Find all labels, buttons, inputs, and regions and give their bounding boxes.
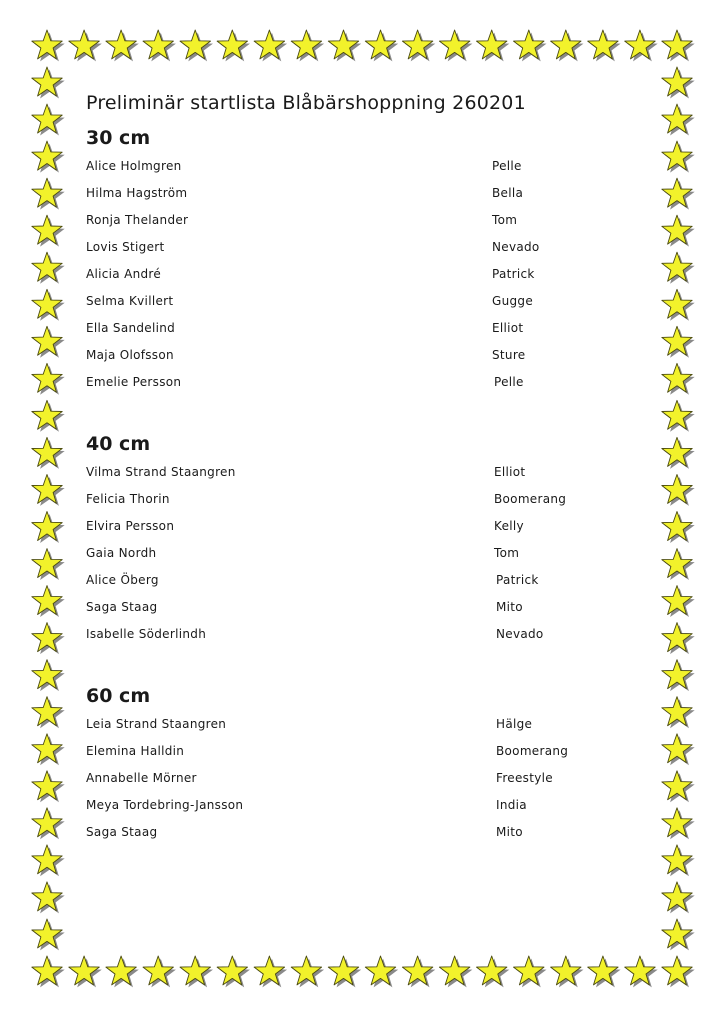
rider-name: Ronja Thelander (86, 213, 189, 227)
star-icon (180, 956, 213, 987)
star-icon (254, 30, 287, 61)
star-icon (662, 289, 695, 320)
rider-name: Hilma Hagström (86, 186, 188, 200)
star-icon (32, 363, 65, 394)
star-icon (662, 623, 695, 655)
star-icon (32, 956, 65, 987)
star-icon (439, 956, 472, 987)
star-icon (32, 178, 65, 209)
list-item (86, 819, 646, 846)
list-item (86, 792, 646, 819)
star-icon (662, 882, 695, 914)
star-icon (662, 956, 695, 987)
star-icon (477, 30, 510, 61)
star-icon (662, 512, 695, 544)
rider-name: Isabelle Söderlindh (86, 627, 207, 641)
list-item (86, 315, 646, 342)
star-icon (32, 104, 65, 135)
horse-name: Boomerang (496, 744, 569, 758)
horse-name: Mito (496, 600, 523, 614)
star-icon (588, 30, 621, 61)
list-item (86, 513, 646, 540)
horse-name: Pelle (492, 159, 522, 173)
rider-name: Meya Tordebring-Jansson (86, 798, 244, 812)
star-icon (32, 771, 65, 802)
star-icon (439, 30, 472, 61)
horse-name: Freestyle (496, 771, 553, 785)
star-icon (32, 215, 65, 246)
star-icon (32, 623, 65, 655)
star-icon (551, 956, 584, 987)
star-icon (32, 326, 65, 358)
star-icon (143, 30, 176, 61)
horse-name: Nevado (496, 627, 544, 641)
list-item (86, 342, 646, 369)
rider-name: Lovis Stigert (86, 240, 165, 254)
section-60cm (86, 681, 646, 846)
star-icon (365, 30, 398, 61)
list-item (86, 180, 646, 207)
star-icon (106, 956, 139, 987)
star-icon (32, 734, 65, 765)
star-icon (32, 252, 65, 284)
star-icon (662, 475, 695, 506)
page-title: Preliminär startlista Blåbärshoppning 260201 (86, 92, 526, 114)
star-icon (32, 512, 65, 544)
rider-name: Selma Kvillert (86, 294, 174, 308)
horse-name: Bella (492, 186, 524, 200)
list-item (86, 486, 646, 513)
rider-name: Alicia André (86, 267, 162, 281)
star-icon (662, 660, 695, 691)
horse-name: Elliot (492, 321, 524, 335)
star-icon (514, 956, 547, 987)
star-icon (217, 30, 250, 61)
section-heading: 40 cm (86, 433, 151, 455)
star-icon (402, 30, 435, 61)
rider-name: Felicia Thorin (86, 492, 170, 506)
star-icon (32, 475, 65, 506)
section-heading: 60 cm (86, 685, 151, 707)
star-icon (662, 697, 695, 729)
star-icon (254, 956, 287, 987)
star-icon (217, 956, 250, 987)
star-icon (32, 808, 65, 840)
list-item (86, 234, 646, 261)
horse-name: Mito (496, 825, 523, 839)
section-heading: 30 cm (86, 127, 151, 149)
horse-name: Tom (492, 213, 518, 227)
horse-name: Sture (492, 348, 526, 362)
star-icon (106, 30, 139, 61)
star-icon (365, 956, 398, 987)
star-icon (32, 437, 65, 469)
star-icon (588, 956, 621, 987)
list-item (86, 621, 646, 648)
star-icon (143, 956, 176, 987)
horse-name: Kelly (494, 519, 524, 533)
star-icon (32, 289, 65, 320)
star-icon (32, 882, 65, 914)
rider-name: Vilma Strand Staangren (86, 465, 236, 479)
star-icon (662, 30, 695, 61)
horse-name: India (496, 798, 527, 812)
star-icon (32, 697, 65, 729)
rider-name: Alice Öberg (86, 573, 159, 587)
rider-name: Elvira Persson (86, 519, 175, 533)
star-icon (625, 956, 658, 987)
rider-name: Ella Sandelind (86, 321, 176, 335)
horse-name: Patrick (496, 573, 539, 587)
section-30cm (86, 123, 646, 396)
star-icon (662, 326, 695, 358)
horse-name: Elliot (494, 465, 526, 479)
list-item (86, 459, 646, 486)
rider-name: Gaia Nordh (86, 546, 157, 560)
star-icon (477, 956, 510, 987)
star-icon (180, 30, 213, 61)
rider-name: Elemina Halldin (86, 744, 185, 758)
rider-name: Alice Holmgren (86, 159, 182, 173)
horse-name: Tom (494, 546, 520, 560)
star-icon (328, 956, 361, 987)
star-icon (662, 586, 695, 617)
list-item (86, 738, 646, 765)
star-icon (662, 845, 695, 876)
horse-name: Nevado (492, 240, 540, 254)
star-icon (662, 141, 695, 173)
star-icon (32, 660, 65, 691)
horse-name: Hälge (496, 717, 533, 731)
rider-name: Saga Staag (86, 600, 158, 614)
rider-name: Saga Staag (86, 825, 158, 839)
star-icon (662, 919, 695, 950)
rider-name: Leia Strand Staangren (86, 717, 227, 731)
star-icon (69, 956, 102, 987)
horse-name: Gugge (492, 294, 534, 308)
star-icon (514, 30, 547, 61)
list-item (86, 153, 646, 180)
star-icon (32, 30, 65, 61)
list-item (86, 540, 646, 567)
list-item (86, 594, 646, 621)
horse-name: Patrick (492, 267, 535, 281)
star-icon (662, 363, 695, 394)
startlist-page (86, 88, 646, 846)
star-icon (662, 104, 695, 135)
horse-name: Boomerang (494, 492, 567, 506)
star-icon (662, 215, 695, 246)
list-item (86, 369, 646, 396)
list-item (86, 288, 646, 315)
star-icon (662, 252, 695, 284)
star-icon (662, 734, 695, 765)
star-icon (662, 178, 695, 209)
star-icon (662, 67, 695, 99)
star-icon (32, 845, 65, 876)
rider-name: Annabelle Mörner (86, 771, 197, 785)
star-icon (625, 30, 658, 61)
star-icon (402, 956, 435, 987)
star-icon (69, 30, 102, 61)
rider-name: Emelie Persson (86, 375, 182, 389)
star-icon (291, 30, 324, 61)
star-icon (291, 956, 324, 987)
star-icon (662, 437, 695, 469)
star-icon (551, 30, 584, 61)
list-item (86, 261, 646, 288)
star-icon (32, 549, 65, 580)
star-icon (32, 400, 65, 431)
star-icon (32, 141, 65, 173)
section-40cm (86, 429, 646, 648)
star-icon (328, 30, 361, 61)
list-item (86, 567, 646, 594)
star-icon (662, 771, 695, 802)
star-icon (32, 586, 65, 617)
horse-name: Pelle (494, 375, 524, 389)
list-item (86, 207, 646, 234)
star-icon (32, 919, 65, 950)
star-icon (32, 67, 65, 99)
star-icon (662, 549, 695, 580)
star-icon (662, 400, 695, 431)
list-item (86, 765, 646, 792)
star-icon (662, 808, 695, 840)
list-item (86, 711, 646, 738)
rider-name: Maja Olofsson (86, 348, 174, 362)
